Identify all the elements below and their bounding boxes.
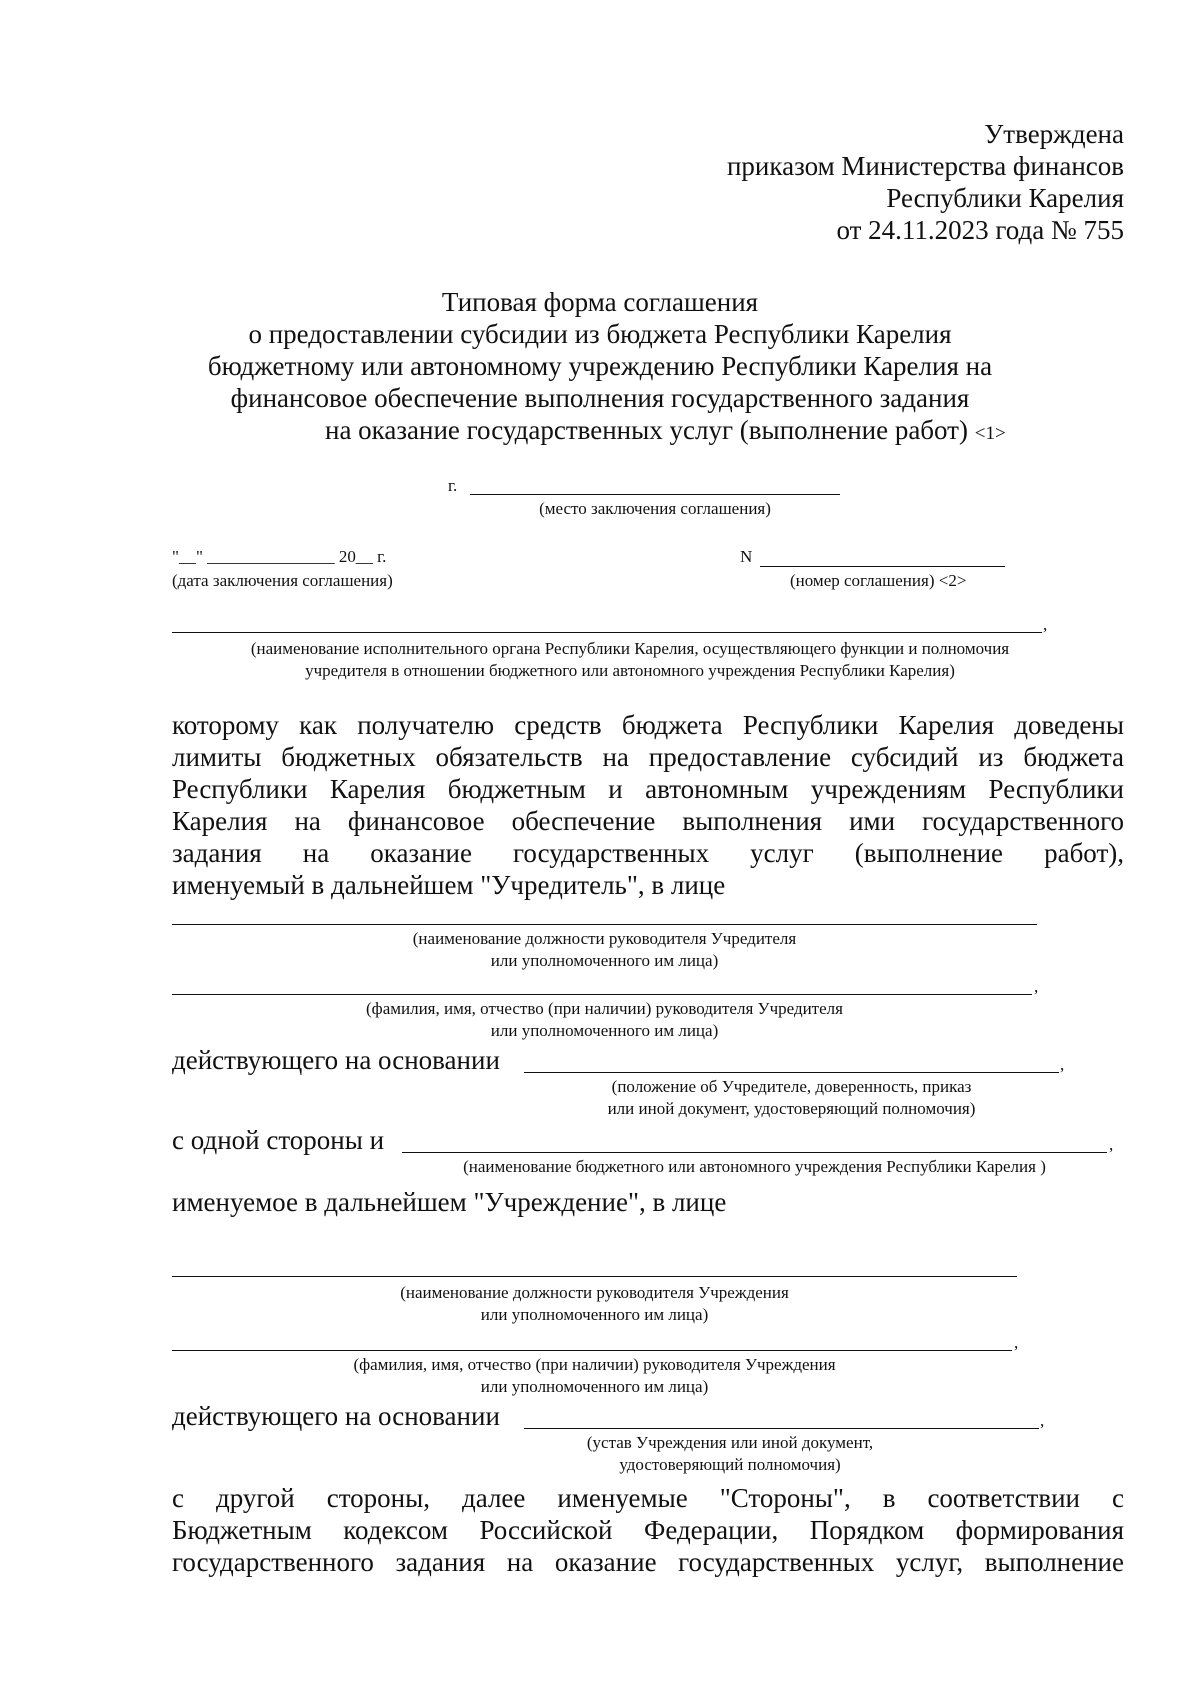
founder-position-caption-2: или уполномоченного им лица) [490,951,719,970]
title-line-3: бюджетному или автономному учреждению Республики Карелия на [207,351,993,381]
approval-line-4: от 24.11.2023 года № 755 [836,215,1124,245]
institution-comma: , [1109,1135,1114,1154]
founder-name-field-line[interactable] [172,994,1032,995]
founder-basis-comma: , [1060,1055,1065,1074]
date-field[interactable]: "__" _______________ 20__ г. [172,547,387,566]
paragraph-founder-line-2: лимиты бюджетных обязательств на предоставление субсидий из бюджета [172,742,1124,772]
institution-position-caption-1: (наименование должности руководителя Учреждения [400,1283,789,1302]
institution-caption: (наименование бюджетного или автономного учреждения Республики Карелия ) [463,1157,1046,1176]
paragraph-founder [172,709,1124,901]
title-line-2: о предоставлении субсидии из бюджета Республики Карелия [248,319,952,349]
place-field-line[interactable] [470,494,840,495]
institution-position-caption-2: или уполномоченного им лица) [480,1305,709,1324]
founder-org-caption-2: учредителя в отношении бюджетного или автономного учреждения Республики Карелия) [305,661,955,680]
founder-name-caption-2: или уполномоченного им лица) [490,1021,719,1040]
institution-field-line[interactable] [402,1152,1107,1153]
institution-basis-label: действующего на основании [172,1401,500,1431]
founder-basis-field-line[interactable] [524,1072,1059,1073]
date-caption: (дата заключения соглашения) [172,571,393,590]
founder-basis-caption-1: (положение об Учредителе, доверенность, приказ [611,1077,972,1096]
institution-basis-caption-2: удостоверяющий полномочия) [619,1455,841,1474]
institution-name-caption-1: (фамилия, имя, отчество (при наличии) руководителя Учреждения [353,1355,836,1374]
paragraph-founder-line-5: задания на оказание государственных услуг (выполнение работ), [172,838,1124,868]
founder-position-caption-1: (наименование должности руководителя Учредителя [412,929,797,948]
title-line-1: Типовая форма соглашения [441,287,759,317]
title-line-5 [325,414,1006,450]
number-caption: (номер соглашения) <2> [790,571,967,590]
paragraph-parties [172,1482,1124,1578]
founder-org-comma: , [1043,615,1048,634]
paragraph-founder-line-1: которому как получателю средств бюджета Республики Карелия доведены [172,710,1124,740]
paragraph-founder-line-4: Карелия на финансовое обеспечение выполнения ими государственного [172,806,1124,836]
institution-name-field-line[interactable] [172,1350,1012,1351]
paragraph-founder-line-3: Республики Карелия бюджетным и автономным учреждениям Республики [172,774,1124,804]
approval-line-1: Утверждена [984,119,1124,149]
founder-basis-label: действующего на основании [172,1045,500,1075]
number-prefix: N [740,547,753,566]
founder-position-field-line[interactable] [172,924,1037,925]
paragraph-parties-line-2: Бюджетным кодексом Российской Федерации, Порядком формирования [172,1515,1124,1545]
paragraph-parties-line-1: с другой стороны, далее именуемые "Стороны", в соответствии с [172,1483,1124,1513]
institution-basis-comma: , [1040,1411,1045,1430]
approval-line-3: Республики Карелия [886,183,1124,213]
title-line-5-text: на оказание государственных услуг (выполнение работ) [325,415,968,445]
institution-position-field-line[interactable] [172,1276,1017,1277]
institution-basis-field-line[interactable] [524,1428,1039,1429]
founder-name-comma: , [1034,977,1039,996]
founder-basis-caption-2: или иной документ, удостоверяющий полномочия) [607,1099,976,1118]
founder-name-caption-1: (фамилия, имя, отчество (при наличии) руководителя Учредителя [366,999,843,1018]
footnote-ref-1: <1> [974,423,1006,444]
institution-name-caption-2: или уполномоченного им лица) [480,1377,709,1396]
founder-org-field-line[interactable] [172,632,1042,633]
institution-name-comma: , [1014,1333,1019,1352]
place-prefix: г. [448,476,458,495]
founder-org-caption-1: (наименование исполнительного органа Республики Карелия, осуществляющего функции и полномочия [250,639,1010,658]
approval-line-2: приказом Министерства финансов [726,151,1124,181]
number-field-line[interactable] [760,566,1005,567]
institution-basis-caption-1: (устав Учреждения или иной документ, [586,1433,874,1452]
place-caption: (место заключения соглашения) [539,499,771,518]
title-line-4: финансовое обеспечение выполнения государственного задания [230,383,970,413]
institution-named: именуемое в дальнейшем "Учреждение", в лице [172,1187,727,1217]
institution-label: с одной стороны и [172,1125,385,1155]
paragraph-founder-line-6: именуемый в дальнейшем "Учредитель", в лице [172,870,726,900]
paragraph-parties-line-3: государственного задания на оказание государственных услуг, выполнение [172,1547,1124,1577]
